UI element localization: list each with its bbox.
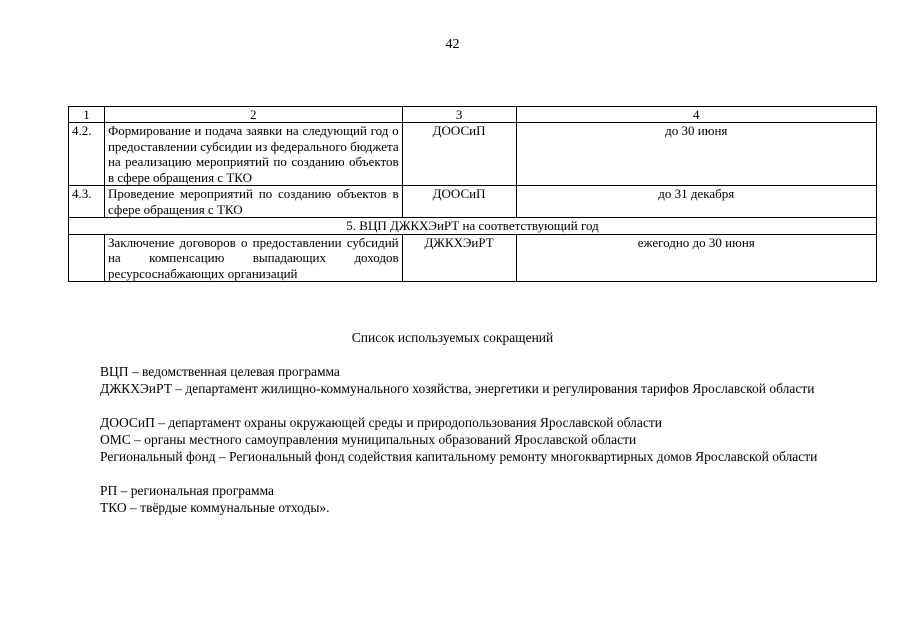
abbreviation-item: ОМС – органы местного самоуправления муниципальных образований Ярославской области [100, 432, 637, 447]
table-row [69, 186, 877, 218]
abbreviation-item: Региональный фонд – Региональный фонд содействия капитальному ремонту многоквартирных домов Ярославской области [100, 449, 818, 464]
table-header-cell: 3 [402, 107, 516, 123]
table-row [69, 234, 877, 282]
table-header-row [69, 107, 877, 123]
table-header-cell: 1 [69, 107, 105, 123]
table-section-row [69, 218, 877, 235]
measures-table [68, 106, 877, 282]
row-text: Формирование и подача заявки на следующий год о предоставлении субсидии из федерального бюджета на реализацию мероприятий по созданию объектов в сфере обращения с ТКО [104, 123, 402, 186]
row-executor: ДЖКХЭиРТ [402, 234, 516, 282]
abbreviation-item: ВЦП – ведомственная целевая программа [100, 364, 340, 379]
abbreviation-item: РП – региональная программа [100, 483, 275, 498]
row-number: 4.2. [69, 123, 105, 186]
abbreviations-title: Список используемых сокращений [351, 330, 554, 345]
section-title: 5. ВЦП ДЖКХЭиРТ на соответствующий год [69, 218, 877, 235]
row-text: Заключение договоров о предоставлении субсидий на компенсацию выпадающих доходов ресурсоснабжающих организаций [104, 234, 402, 282]
row-number: 4.3. [69, 186, 105, 218]
row-deadline: ежегодно до 30 июня [516, 234, 876, 282]
page-number: 42 [445, 37, 460, 52]
row-number [69, 234, 105, 282]
row-text: Проведение мероприятий по созданию объектов в сфере обращения с ТКО [104, 186, 402, 218]
abbreviation-item: ТКО – твёрдые коммунальные отходы». [100, 500, 330, 515]
table-header-cell: 2 [104, 107, 402, 123]
table-row [69, 123, 877, 186]
row-deadline: до 30 июня [516, 123, 876, 186]
abbreviation-item: ДЖКХЭиРТ – департамент жилищно-коммунального хозяйства, энергетики и регулирования тарифов Ярославской области [100, 381, 815, 396]
table-header-cell: 4 [516, 107, 876, 123]
row-executor: ДООСиП [402, 123, 516, 186]
row-deadline: до 31 декабря [516, 186, 876, 218]
row-executor: ДООСиП [402, 186, 516, 218]
abbreviation-item: ДООСиП – департамент охраны окружающей среды и природопользования Ярославской области [100, 415, 663, 430]
